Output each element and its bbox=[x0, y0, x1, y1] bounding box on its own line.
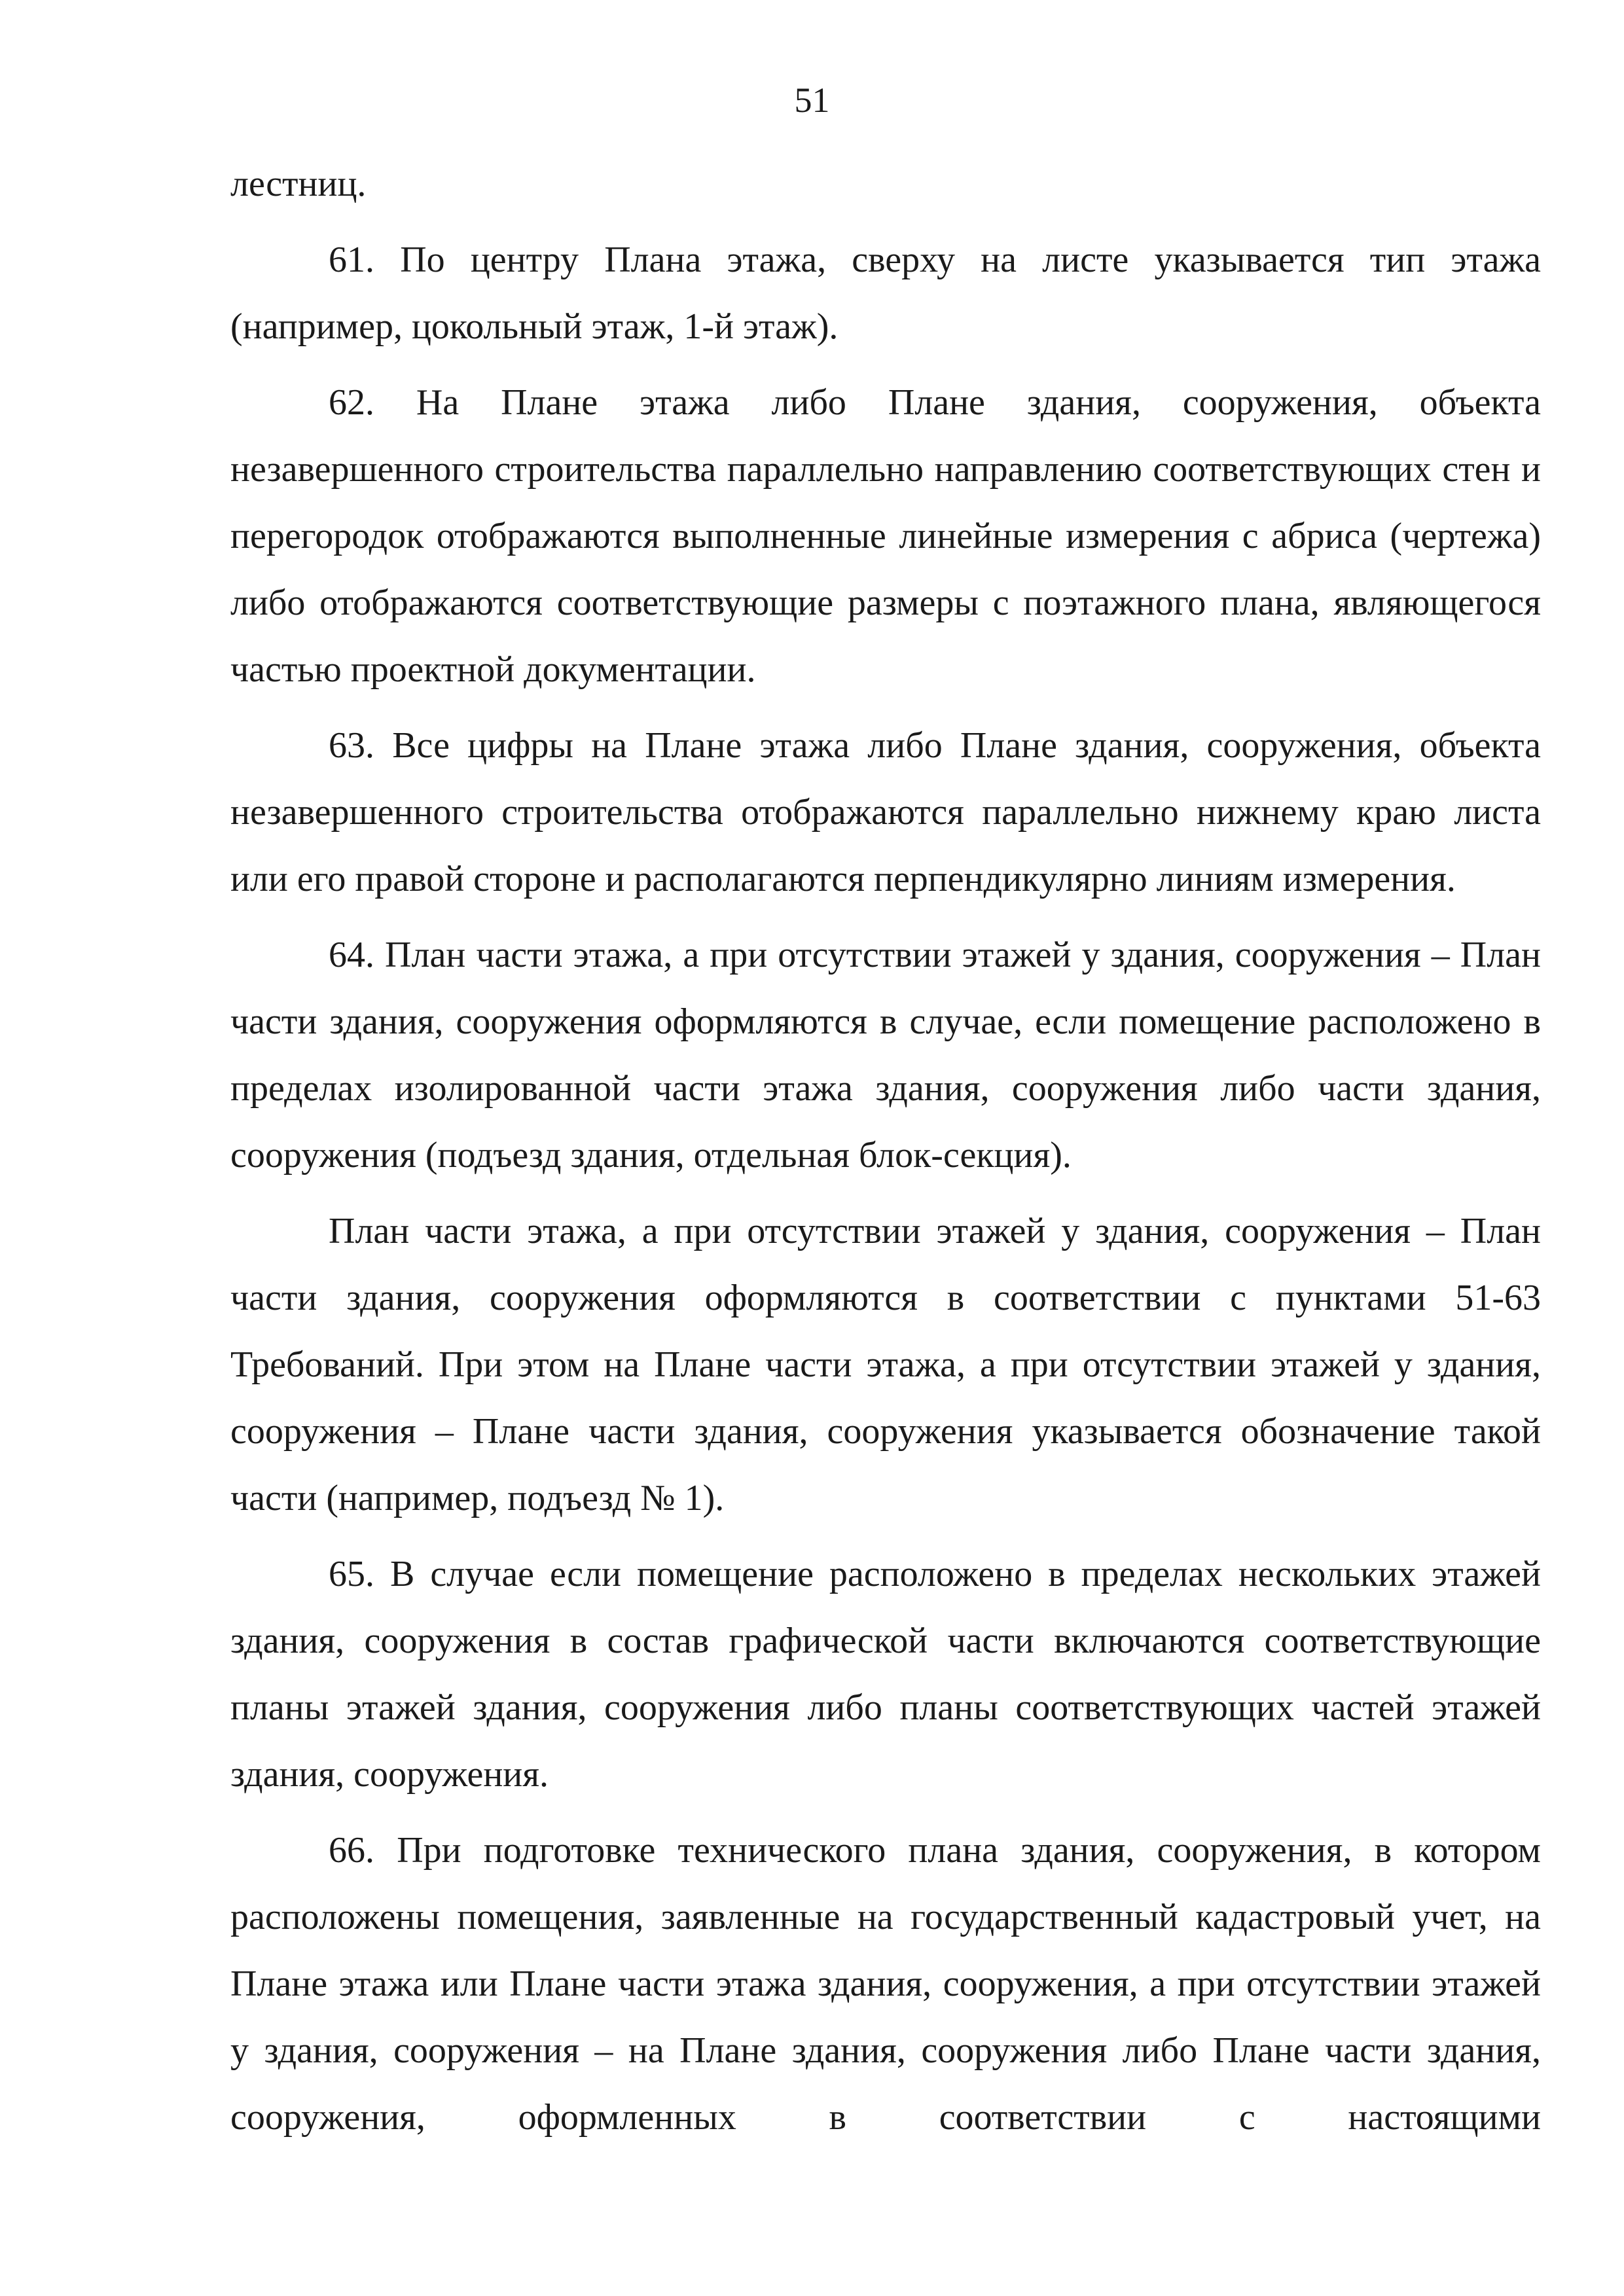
paragraph-continuation: лестниц. bbox=[230, 164, 367, 204]
paragraph-64-continued: План части этажа, а при отсутствии этажей у здания, сооружения – План части здания, сооружения оформляются в соответствии с пунктами 51-63 Требований. При этом на Плане части этажа, а при отсутствии этажей у здания, сооружения – Плане части здания, сооружения указывается обозначение такой части (например, подъезд № 1). bbox=[230, 1211, 1541, 1518]
paragraph-62: 62. На Плане этажа либо Плане здания, сооружения, объекта незавершенного строительства параллельно направлению соответствующих стен и перегородок отображаются выполненные линейные измерения с абриса (чертежа) либо отображаются соответствующие размеры с поэтажного плана, являющегося частью проектной документации. bbox=[230, 382, 1541, 690]
page-number: 51 bbox=[794, 81, 830, 120]
paragraph-63: 63. Все цифры на Плане этажа либо Плане здания, сооружения, объекта незавершенного строительства отображаются параллельно нижнему краю листа или его правой стороне и располагаются перпендикулярно линиям измерения. bbox=[230, 725, 1541, 899]
paragraph-65: 65. В случае если помещение расположено в пределах нескольких этажей здания, сооружения в состав графической части включаются соответствующие планы этажей здания, сооружения либо планы соответствующих частей этажей здания, сооружения. bbox=[230, 1554, 1541, 1795]
paragraph-64: 64. План части этажа, а при отсутствии этажей у здания, сооружения – План части здания, сооружения оформляются в случае, если помещение расположено в пределах изолированной части этажа здания, сооружения либо части здания, сооружения (подъезд здания, отдельная блок-секция). bbox=[230, 935, 1541, 1175]
document-body bbox=[230, 151, 1541, 2151]
paragraph-66: 66. При подготовке технического плана здания, сооружения, в котором расположены помещения, заявленные на государственный кадастровый учет, на Плане этажа или Плане части этажа здания, сооружения, а при отсутствии этажей у здания, сооружения – на Плане здания, сооружения либо Плане части здания, сооружения, оформленных в соответствии с настоящими bbox=[230, 1830, 1541, 2138]
paragraph-61: 61. По центру Плана этажа, сверху на листе указывается тип этажа (например, цокольный этаж, 1-й этаж). bbox=[230, 240, 1541, 347]
